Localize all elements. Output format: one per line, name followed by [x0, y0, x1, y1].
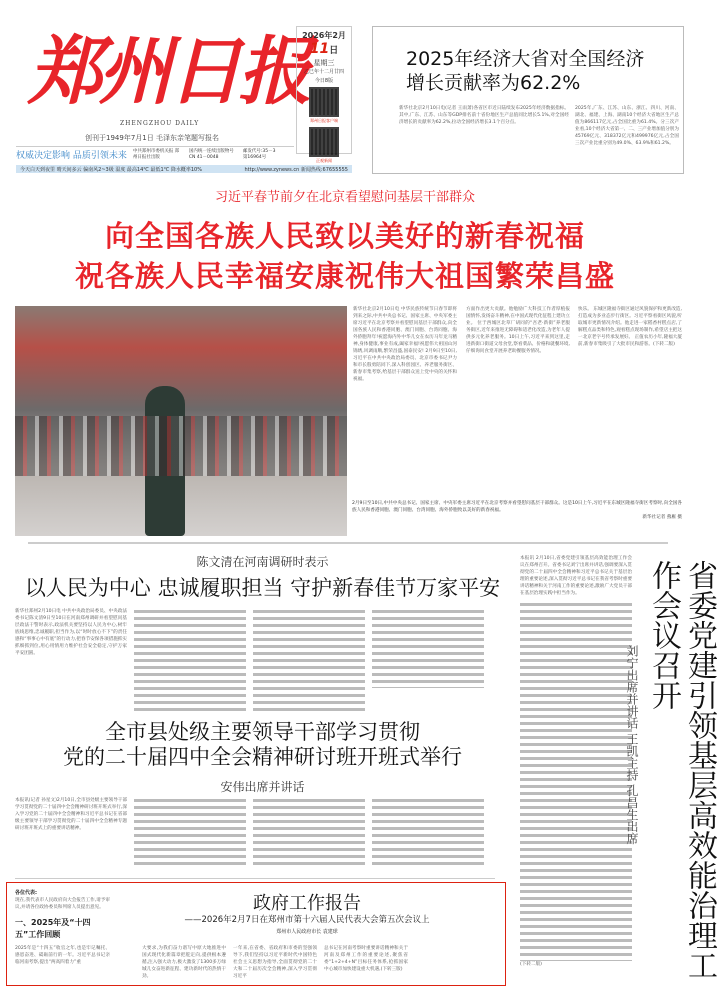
founded-note: 创刊于1949年7月1日 毛泽东亲笔题写报名	[85, 134, 219, 142]
story2-col	[134, 608, 246, 713]
post-code: 邮发代号:35－3 第16964号	[242, 148, 276, 160]
story3-sub: 安伟出席并讲话	[220, 780, 305, 794]
photo-crowd	[15, 416, 347, 476]
top-story-headline[interactable]: 2025年经济大省对全国经济增长贡献率为62.2%	[406, 48, 645, 94]
divider	[28, 542, 668, 544]
weather: 今天白天到夜里 晴天间多云 偏南风2~3级 温度 最高14℃ 最低1℃ 降水概率10%	[20, 166, 202, 173]
lead-col-3: 快乐。 东城区隆福寺街区通过风貌保护和更新改造,打造成为多业态步行街区。习近平察看街区风貌,听取城市更新情况介绍。他走进一家稻香村糕点店,了解糕点品类和特色,观看糕点现场制作,希望店主把这一北京老字号传承发展好。 正值农历小年,隆福大厦前,新春市集吸引了大批市民和游客。(下转二版)	[578, 307, 682, 347]
top-story-lead: 新华社北京2月10日电(记者 王雨萧)各省区市近日陆续发布2025年经济数据指标。其中,广东、江苏、山东等GDP排名前十省份地区生产总值同比增长5.1%,对全国经济增长的贡献率为62.2%,拉动全国经济增长3.1个百分点。	[399, 106, 569, 125]
year-month: 2026年2月	[302, 31, 346, 40]
continued-note: (下转二版)	[520, 962, 542, 967]
story2-lead: 新华社郑州2月10日电 中共中央政治局委员、中央政法委书记陈文清9日至10日在河南郑州调研并看望慰问基层政法干警时表示,政法机关要坚持以人民为中心,树牢底线思维,忠诚履职,担当作为,以“时时放心不下”的责任感和“事事心中有底”的行动力,把春节安保各项措施抓实抓细抓到位,用心用情用力维护社会安全稳定,守护万家平安团圆。	[15, 609, 127, 656]
right-story-headline[interactable]: 省委党建引领基层高效能治理工作会议召开	[646, 560, 717, 980]
story2-kicker: 陈文清在河南调研时表示	[196, 555, 329, 569]
top-story[interactable]	[372, 26, 684, 174]
gov-body-1: 2025年是“十四五”收官之年,也是牢记嘱托、感恩奋进、砥砺前行的一年。习近平总书记亲临河南考察,提出“两高四着力”重	[15, 946, 110, 965]
lead-headline-2[interactable]: 祝各族人民幸福安康祝伟大祖国繁荣昌盛	[74, 259, 615, 293]
weekday: 星期三	[313, 59, 335, 67]
publisher: 中共郑州市委机关报 郑州日报社出版	[132, 148, 180, 160]
lead-col-1: 新华社北京2月10日电 中华民族传统节日春节即将到来之际,中共中央总书记、国家主席、中央军委主席习近平在北京考察并看望慰问基层干部群众,向全国各族人民和香港同胞、澳门同胞、台湾同胞、海外侨胞拜年!祝愿海内外中华儿女在农历马年龙马精神,身体健康,事业有成,阖家幸福!祝愿伟大祖国山河锦绣,风调雨顺,繁荣昌盛,国泰民安! 2月9日至10日,习近平在中共中央政治局委员、北京市委书记尹力和市长殷勇陪同下,深入科创园区、养老服务街区、新春市集考察,给基层干部群众送上党中央的关怀和祝福。	[353, 307, 457, 382]
gov-title[interactable]: 政府工作报告	[253, 893, 361, 914]
lead-photo[interactable]	[15, 306, 347, 536]
gov-body-3: 一年来,在省委、省政府和市委的坚强领导下,我们坚持以习近平新时代中国特色社会主义思想为指导,全面贯彻党的二十大和二十届历次全会精神,深入学习贯彻习近平	[233, 946, 317, 979]
slogan: 权威决定影响 品质引领未来	[16, 151, 127, 161]
qr-label-news: 正观新闻	[316, 158, 332, 163]
story3-lead: 本报讯(记者 孙星文)2月10日,全市县处级主要领导干部学习贯彻党的二十届四中全会精神研讨班开班式举行,深入学习党的二十届四中全会精神和习近平总书记在省部级主要领导干部学习贯彻党的二十届四中全会精神专题研讨班开班式上的重要讲话精神。	[15, 798, 127, 831]
lunar-date: 乙巳年十二月廿四	[303, 69, 344, 75]
right-lead-text: 本报讯 2月10日,省委党建引领基层高效能治理工作会议在郑州召开。省委书记刘宁出席并讲话,强调要深入贯彻党的二十届四中全会精神和习近平总书记关于基层治理的重要论述,深入贯彻习近平总书记在我省考察时重要讲话精神和关于河南工作的重要论述,激励广大党员干部在基层治理实践中担当作为。	[520, 556, 632, 596]
newspaper-logo: 郑州日报	[28, 29, 308, 115]
day: 11	[309, 41, 330, 57]
weather-bar	[16, 165, 352, 173]
gov-salute: 各位代表:	[15, 890, 37, 896]
caption-text: 2月9日至10日,中共中央总书记、国家主席、中央军委主席习近平在北京考察并看望慰问基层干部群众。这是10日上午,习近平在东城区隆福寺街区考察时,向全国各族人民和香港同胞、澳门同胞、台湾同胞、海外侨胞致以美好的新春祝福。	[352, 501, 682, 513]
story2-col	[372, 608, 484, 688]
right-story-sub: 刘宁出席并讲话 王凯主持 孔昌生出席	[625, 645, 639, 845]
cn-number: 国内统一连续出版物号 CN 41－0048	[188, 148, 234, 160]
gov-section: 一、2025年及“十四五”工作回顾	[15, 918, 91, 939]
story3-headline-1[interactable]: 全市县处级主要领导干部学习贯彻	[105, 720, 420, 744]
story3-col	[253, 797, 365, 867]
gov-intro: 现在,我代表市人民政府向大会报告工作,请予审议,并请各位政协委员和列席人员提出意见。	[15, 898, 110, 910]
gov-subtitle: ——2026年2月7日在郑州市第十六届人民代表大会第五次会议上	[184, 915, 430, 925]
gov-author: 郑州市人民政府市长 袁建球	[276, 929, 338, 935]
qr-code-icon[interactable]	[309, 127, 339, 157]
lead-col-2: 方面作出更大贡献。他勉励广大科技工作者厚植报国情怀,发扬奋斗精神,在中国式现代化征程上建功立业。 位于西城区北草厂胡同的“吾老·新街”养老服务街区,近年来推进无障碍和适老化改造,为老年人提供多元化养老服务。10日上午,习近平来到这里,走进新街口街道父母食堂,察看菜品、价格和就餐环境,仔细询问食堂开展养老助餐服务情况。	[466, 307, 570, 354]
story3-headline-2[interactable]: 党的二十届四中全会精神研讨班开班式举行	[63, 745, 462, 769]
slogan-bar	[16, 146, 294, 162]
right-story-body	[520, 601, 632, 961]
divider	[15, 878, 495, 879]
photo-caption	[352, 500, 682, 521]
photo-credit: 新华社记者 燕雁 摄	[642, 515, 682, 520]
gov-body-2: 大要求,为我们奋力谱写中原大地推进中国式现代化新篇章把舵定向,提供根本遵循,注入强大动力,极大激发了1300多万绿城儿女奋进新征程、建功新时代的热情干劲。	[142, 946, 226, 979]
date-box	[296, 26, 352, 163]
logo-english: ZHENGZHOU DAILY	[120, 120, 200, 127]
top-story-body: 2025年,广东、江苏、山东、浙江、四川、河南、湖北、福建、上海、湖南10个经济大省地区生产总值为866117亿元,占全国比重为61.4%。分三次产业看,10个经济大省第一、二、三产业增加值分别为45769亿元、318372亿元和499976亿元,占全国三次产业比重分别为49.0%、63.9%和61.2%。	[575, 106, 679, 146]
day-suffix: 日	[329, 46, 339, 56]
story2-col	[253, 608, 365, 713]
right-story-lead	[520, 555, 632, 980]
story2-headline[interactable]: 以人民为中心 忠诚履职担当 守护新春佳节万家平安	[24, 576, 501, 600]
website-hotline[interactable]: http://www.zynews.cn 新闻热线:67655555	[244, 166, 348, 173]
lead-headline-1[interactable]: 向全国各族人民致以美好的新春祝福	[104, 219, 585, 253]
story3-col	[134, 797, 246, 867]
story3-col	[372, 797, 484, 867]
page-count: 今日8版	[314, 78, 334, 84]
qr-code-icon[interactable]	[309, 87, 339, 117]
lead-kicker: 习近平春节前夕在北京看望慰问基层干部群众	[214, 190, 475, 205]
gov-body-4: 总书记在河南考察时重要讲话精神和关于河南及郑州工作的重要论述,聚焦省委“1+2+4+N”目标任务体系,抢抓国家中心城市加快建设重大机遇,(下转三版)	[324, 946, 408, 972]
gov-report-box[interactable]	[6, 882, 506, 986]
qr-label-app: 郑州日报客户端	[310, 118, 338, 123]
